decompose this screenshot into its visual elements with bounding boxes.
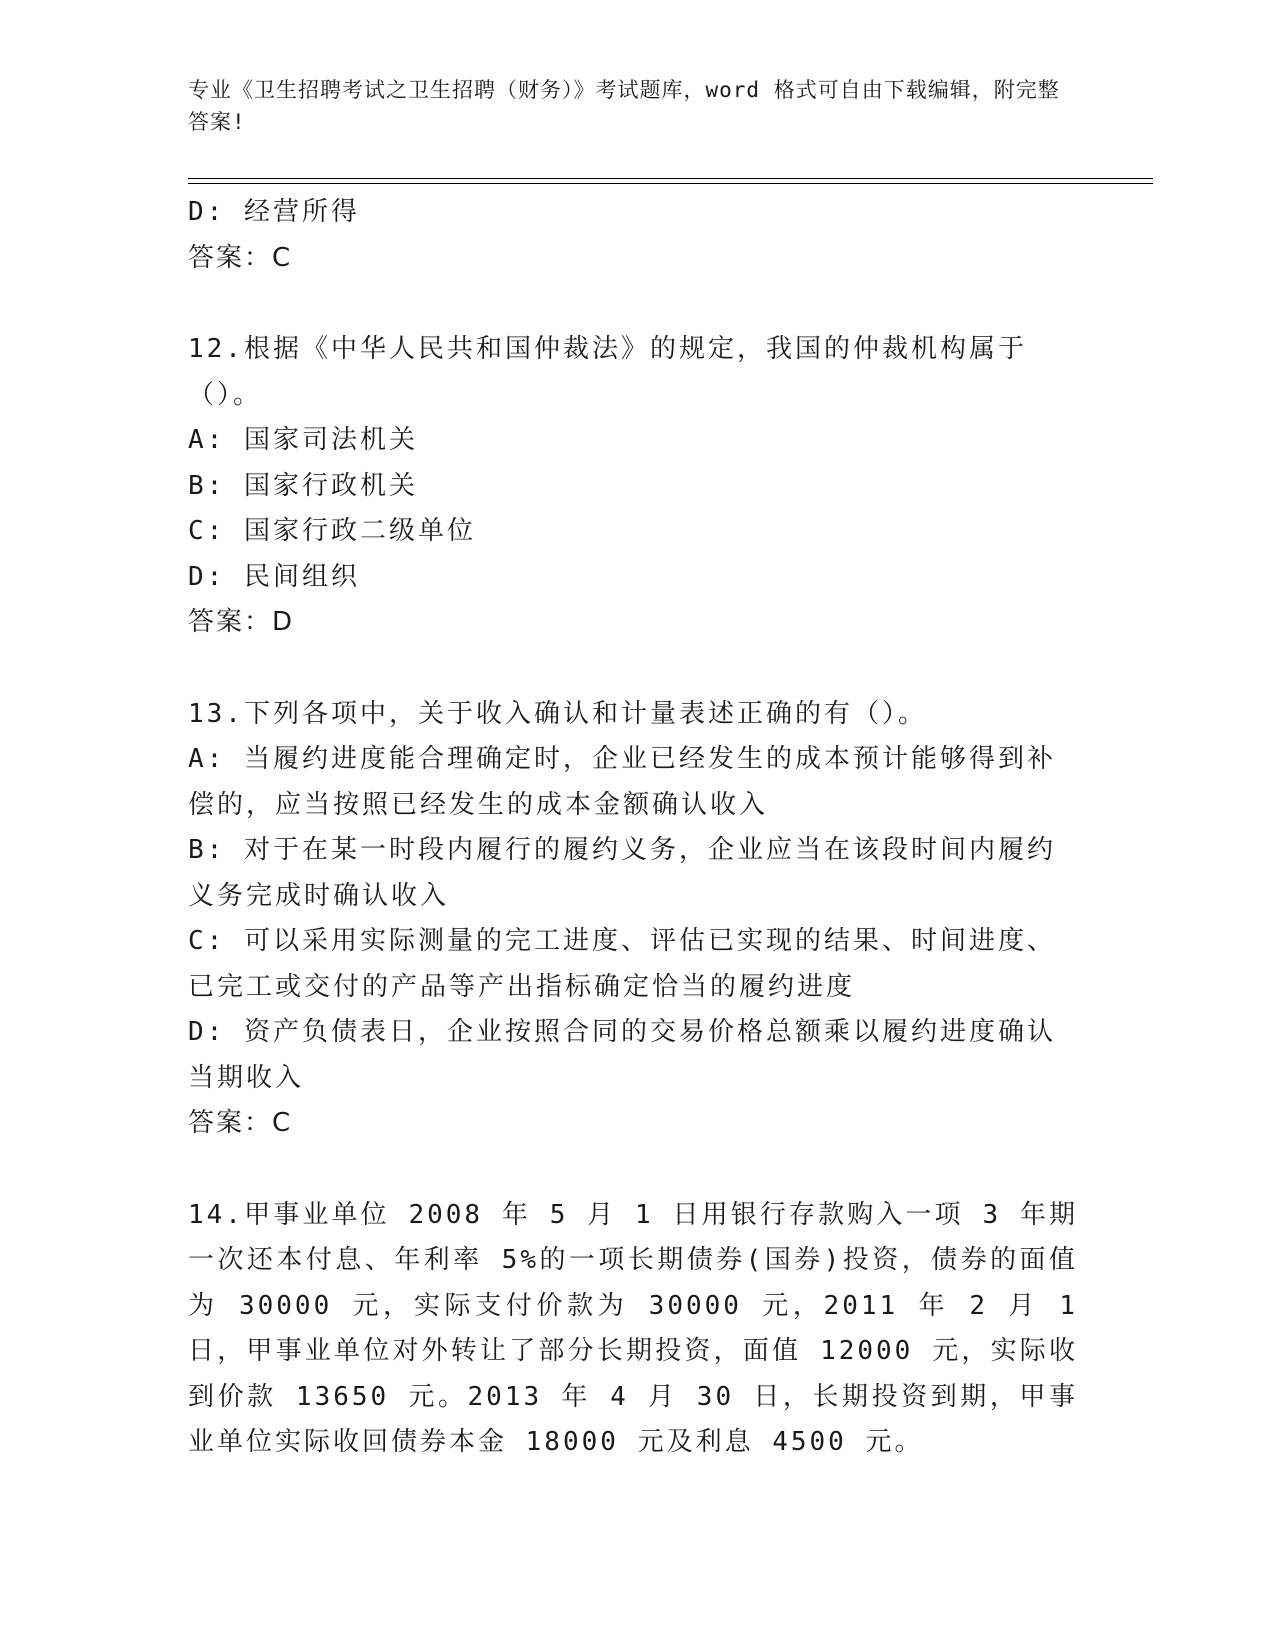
option-d: D: 资产负债表日，企业按照合同的交易价格总额乘以履约进度确认当期收入 [188,1017,1056,1093]
header-divider [188,178,1153,179]
option-a: A: 国家司法机关 [188,425,418,455]
answer-line: 答案：C [188,1108,293,1138]
question-stem: 14.甲事业单位 2008 年 5 月 1 日用银行存款购入一项 3 年期一次还本付息、年利率 5%的一项长期债券(国券)投资，债券的面值为 30000 元，实际支付价款为 30000 元，2011 年 2 月 1 日，甲事业单位对外转让了部分长期投资，面值 12000 元，实际收到价款 13650 元。2013 年 4 月 30 日，长期投资到期，甲事业单位实际收回债券本金 18000 元及利息 4500 元。 [188,1199,1097,1457]
answer-line: 答案：C [188,242,293,273]
question-stem: 13.下列各项中，关于收入确认和计量表述正确的有（）。 [188,698,927,729]
option-d: D: 经营所得 [188,197,360,227]
option-b: B: 对于在某一时段内履行的履约义务，企业应当在该段时间内履约义务完成时确认收入 [188,835,1056,911]
option-c: C: 可以采用实际测量的完工进度、评估已实现的结果、时间进度、已完工或交付的产品等产出指标确定恰当的履约进度 [188,926,1056,1002]
question-12 [188,327,1078,646]
header-divider [188,183,1153,184]
option-a: A: 当履约进度能合理确定时，企业已经发生的成本预计能够得到补偿的，应当按照已经发生的成本金额确认收入 [188,744,1056,820]
spacer [188,646,1078,692]
option-b: B: 国家行政机关 [188,470,418,501]
previous-question-tail [188,190,1078,281]
answer-line: 答案：D [188,607,295,637]
question-13 [188,692,1078,1147]
page-header: 专业《卫生招聘考试之卫生招聘（财务）》考试题库，word 格式可自由下载编辑，附完整答案! [188,78,1060,134]
spacer [188,281,1078,327]
question-14 [188,1193,1097,1466]
spacer [188,1147,1078,1193]
document-body [188,190,1097,1466]
option-c: C: 国家行政二级单位 [188,516,476,546]
option-d: D: 民间组织 [188,561,360,592]
question-stem: 12.根据《中华人民共和国仲裁法》的规定，我国的仲裁机构属于（）。 [188,334,1027,410]
